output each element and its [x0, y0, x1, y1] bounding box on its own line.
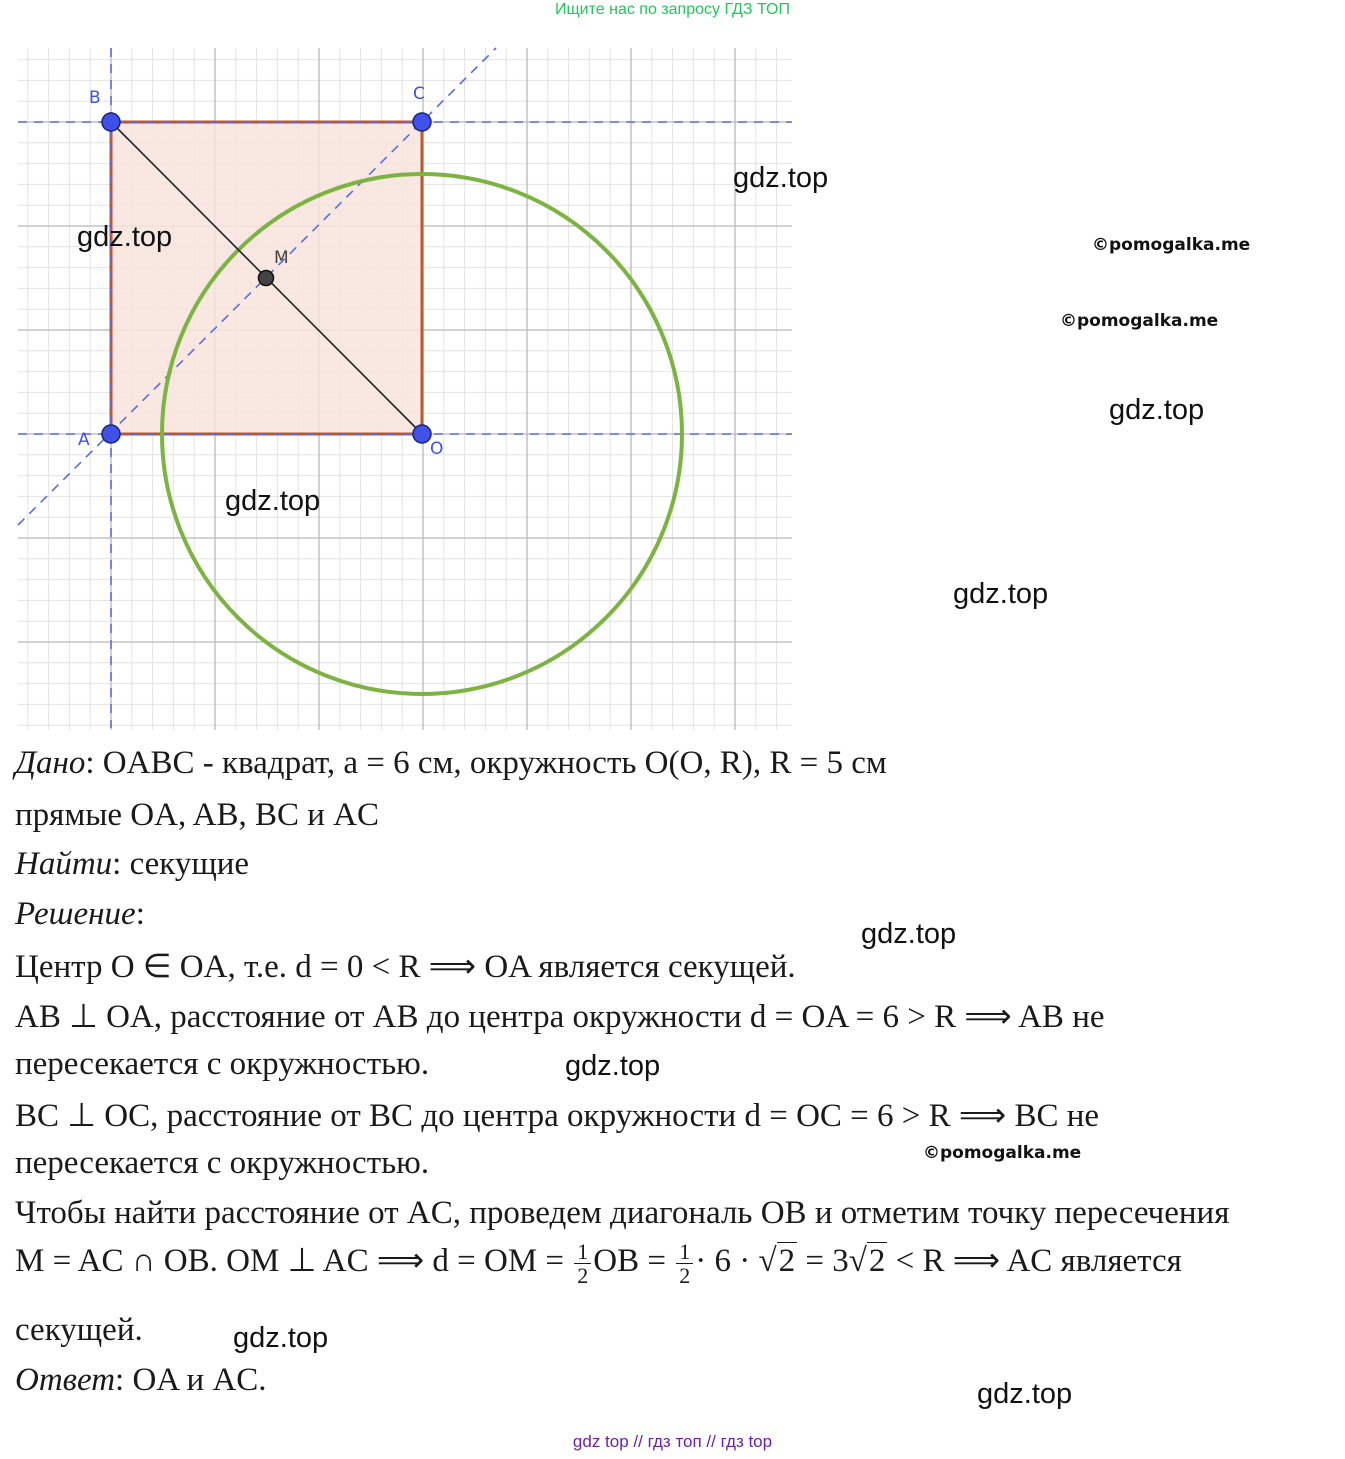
- answer-text: : OA и AC.: [115, 1362, 267, 1398]
- step-4-part-e: < R ⟹ AC является: [895, 1243, 1182, 1280]
- step-4-line-2: [15, 1240, 1182, 1287]
- solution-colon: :: [135, 896, 145, 932]
- given-line-2: прямые OA, AB, BC и AC: [15, 797, 379, 833]
- step-1: Центр O ∈ OA, т.е. d = 0 < R ⟹ OA является секущей.: [15, 949, 796, 985]
- given-text: : OABC - квадрат, a = 6 см, окружность O(O, R), R = 5 см: [85, 745, 887, 781]
- answer-line: [15, 1362, 267, 1399]
- watermark-gdz: gdz.top: [977, 1378, 1073, 1410]
- find-label: Найти: [15, 846, 113, 882]
- label-a: A: [78, 430, 90, 450]
- find-text: : секущие: [112, 846, 250, 882]
- step-2-line-1: AB ⊥ OA, расстояние от AB до центра окружности d = OA = 6 > R ⟹ AB не: [15, 999, 1105, 1035]
- step-3-line-1: BC ⊥ OC, расстояние от BC до центра окружности d = OC = 6 > R ⟹ BC не: [15, 1098, 1100, 1134]
- point-b[interactable]: [102, 113, 120, 131]
- solution-heading: [15, 896, 145, 933]
- find-line: [15, 846, 249, 883]
- point-o[interactable]: [413, 425, 431, 443]
- step-3-line-2: пересекается с окружностью.: [15, 1145, 430, 1181]
- answer-label: Ответ: [15, 1362, 116, 1398]
- label-m: M: [274, 248, 289, 268]
- fraction-one-half: [676, 1240, 693, 1287]
- label-b: B: [89, 88, 101, 108]
- watermark-gdz: gdz.top: [733, 162, 829, 194]
- watermark-gdz: gdz.top: [565, 1050, 661, 1082]
- point-c[interactable]: [413, 113, 431, 131]
- footer-links[interactable]: gdz top // гдз топ // гдз top: [572, 1432, 773, 1451]
- fraction-numerator: 1: [676, 1240, 693, 1264]
- solution-label: Решение: [15, 896, 136, 932]
- step-4-part-b: OB =: [593, 1243, 666, 1280]
- label-c: C: [413, 84, 425, 104]
- fraction-numerator: 1: [574, 1240, 591, 1264]
- point-m[interactable]: [259, 271, 274, 286]
- step-4-line-3: секущей.: [15, 1312, 143, 1348]
- watermark-pomogalka: ©pomogalka.me: [1092, 235, 1251, 255]
- watermark-gdz: gdz.top: [77, 221, 173, 253]
- step-2-line-2: пересекается с окружностью.: [15, 1046, 430, 1082]
- sqrt-argument: 2: [778, 1243, 796, 1280]
- step-4-line-1: Чтобы найти расстояние от AC, проведем диагональ OB и отметим точку пересечения: [15, 1195, 1230, 1231]
- watermark-gdz: gdz.top: [1109, 394, 1205, 426]
- watermark-pomogalka: ©pomogalka.me: [923, 1143, 1082, 1163]
- watermark-gdz: gdz.top: [225, 485, 321, 517]
- fraction-one-half: [574, 1240, 591, 1287]
- given-line: [15, 745, 887, 782]
- sqrt-argument: 2: [868, 1243, 886, 1280]
- step-4-part-d: = 3√: [805, 1243, 867, 1280]
- label-o: O: [430, 439, 444, 459]
- header-banner[interactable]: Ищите нас по запросу ГДЗ ТОП: [555, 1, 790, 18]
- watermark-gdz: gdz.top: [953, 578, 1049, 610]
- watermark-gdz: gdz.top: [861, 918, 957, 950]
- step-4-part-a: M = AC ∩ OB. OM ⊥ AC ⟹ d = OM =: [15, 1243, 565, 1280]
- watermark-pomogalka: ©pomogalka.me: [1060, 311, 1219, 331]
- point-a[interactable]: [102, 425, 120, 443]
- geometry-figure: [0, 40, 800, 740]
- fraction-denominator: 2: [577, 1263, 589, 1289]
- watermark-gdz: gdz.top: [233, 1322, 329, 1354]
- fraction-denominator: 2: [679, 1263, 691, 1289]
- step-4-part-c: · 6 · √: [695, 1243, 777, 1280]
- given-label: Дано: [15, 745, 86, 781]
